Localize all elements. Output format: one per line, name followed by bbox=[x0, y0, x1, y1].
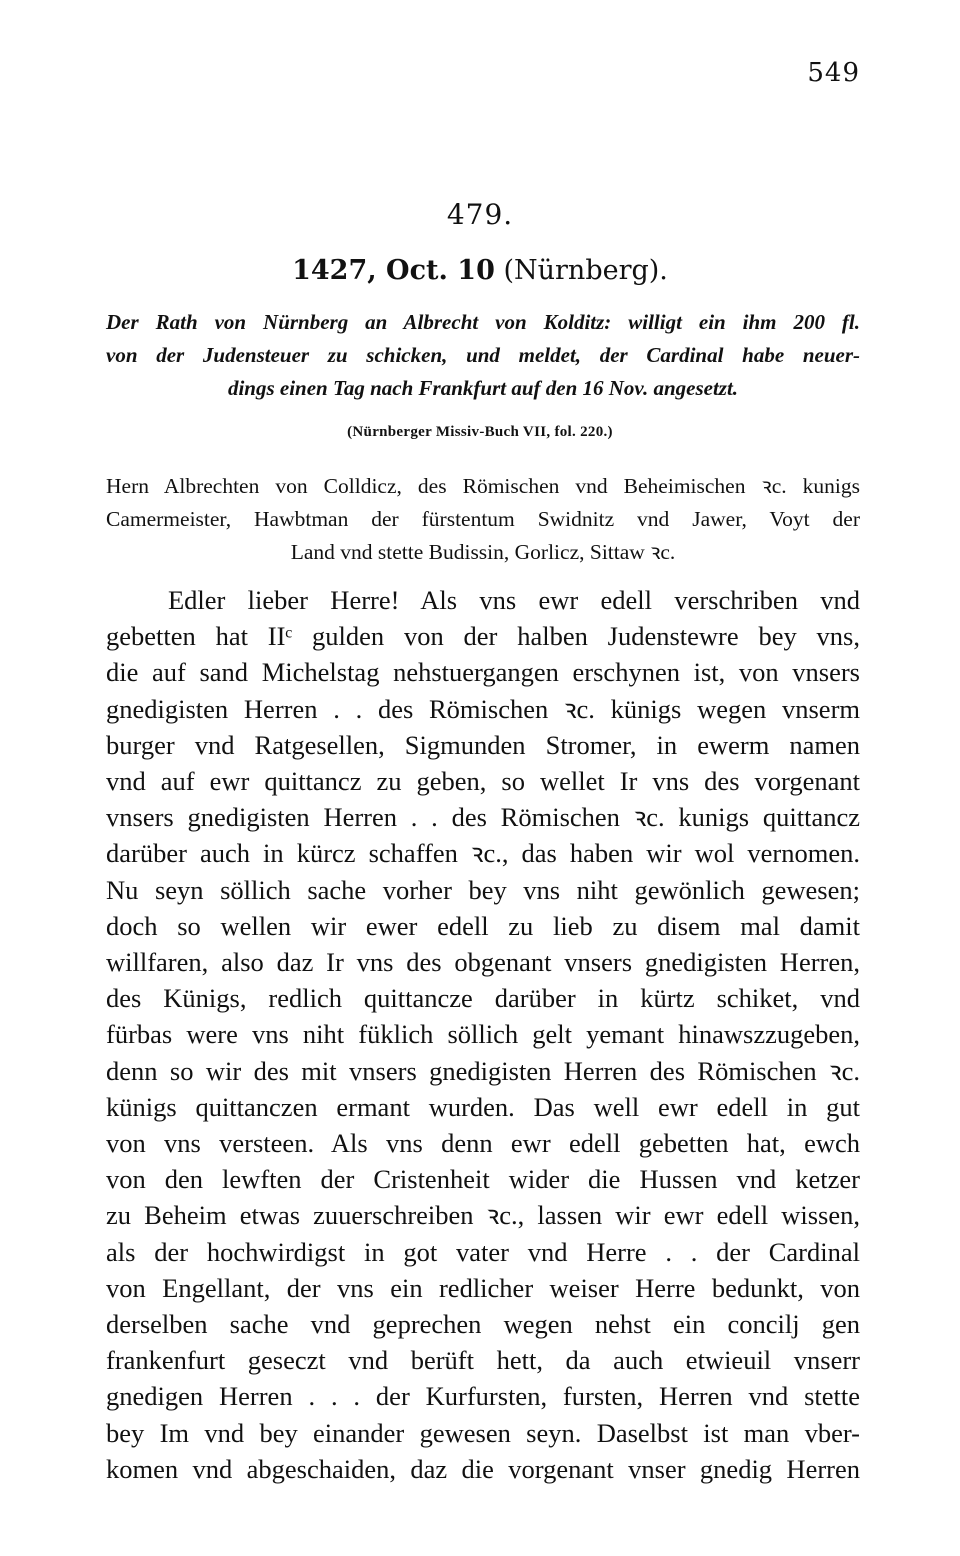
summary bbox=[106, 306, 860, 405]
body-line: gnedigisten Herren . . des Römischen ꝛc. künigs wegen vnserm bbox=[106, 693, 860, 724]
body-line: doch so wellen wir ewer edell zu lieb zu disem mal damit bbox=[106, 910, 860, 941]
body-line: vnd auf ewr quittancz zu geben, so wellet Ir vns des vorgenant bbox=[106, 766, 860, 797]
body-line: des Künigs, redlich quittancze darüber in kürtz schiket, vnd bbox=[106, 983, 860, 1014]
body-line: komen vnd abgeschaiden, daz die vorgenant vnser gnedig Herren bbox=[106, 1453, 860, 1484]
body-line: Edler lieber Herre! Als vns ewr edell verschriben vnd bbox=[168, 585, 860, 615]
body-line: burger vnd Ratgesellen, Sigmunden Stromer, in ewerm namen bbox=[106, 729, 860, 760]
body-line: von vns versteen. Als vns denn ewr edell gebetten hat, ewch bbox=[106, 1128, 860, 1159]
body-line: Nu seyn söllich sache vorher bey vns niht gewönlich gewesen; bbox=[106, 874, 860, 905]
body-line: derselben sache vnd geprechen wegen nehst ein concilj gen bbox=[106, 1309, 860, 1340]
body-line: gnedigen Herren . . . der Kurfursten, fursten, Herren vnd stette bbox=[106, 1381, 860, 1412]
date-main: 1427, Oct. 10 bbox=[292, 255, 495, 286]
body-line: bey Im vnd bey einander gewesen seyn. Daselbst ist man vber- bbox=[106, 1417, 860, 1448]
body-line: fürbas were vns niht füklich söllich gelt yemant hinawszzugeben, bbox=[106, 1019, 860, 1050]
date-heading bbox=[0, 255, 960, 286]
page-number: 549 bbox=[807, 58, 860, 88]
body-line: als der hochwirdigst in got vater vnd Herre . . der Cardinal bbox=[106, 1236, 860, 1267]
body-line: darüber auch in kürcz schaffen ꝛc., das haben wir wol vernomen. bbox=[106, 838, 860, 869]
body-line: von Engellant, der vns ein redlicher weiser Herre bedunkt, von bbox=[106, 1272, 860, 1303]
address-line: Land vnd stette Budissin, Gorlicz, Sittaw ꝛc. bbox=[290, 540, 676, 564]
body-line: willfaren, also daz Ir vns des obgenant vnsers gnedigisten Herren, bbox=[106, 947, 860, 978]
body-line: von den lewften der Cristenheit wider die Hussen vnd ketzer bbox=[106, 1164, 860, 1195]
letter-body bbox=[106, 582, 860, 1487]
summary-line: von der Judensteuer zu schicken, und meldet, der Cardinal habe neuer- bbox=[106, 343, 860, 367]
source-citation: (Nürnberger Missiv-Buch VII, fol. 220.) bbox=[347, 424, 613, 440]
address bbox=[106, 470, 860, 569]
summary-line: Der Rath von Nürnberg an Albrecht von Kolditz: willigt ein ihm 200 fl. bbox=[106, 310, 860, 334]
date-place: (Nürnberg). bbox=[503, 255, 668, 286]
address-line: Camermeister, Hawbtman der fürstentum Swidnitz vnd Jawer, Voyt der bbox=[106, 507, 860, 531]
address-line: Hern Albrechten von Colldicz, des Römischen vnd Beheimischen ꝛc. kunigs bbox=[106, 474, 860, 498]
body-line: gebetten hat IIᶜ gulden von der halben Judenstewre bey vns, bbox=[106, 621, 860, 652]
body-line: zu Beheim etwas zuuerschreiben ꝛc., lassen wir ewr edell wissen, bbox=[106, 1200, 860, 1231]
body-line: denn so wir des mit vnsers gnedigisten Herren des Römischen ꝛc. bbox=[106, 1055, 860, 1086]
body-line: künigs quittanczen ermant wurden. Das well ewr edell in gut bbox=[106, 1091, 860, 1122]
body-line: frankenfurt geseczt vnd berüft hett, da auch etwieuil vnserr bbox=[106, 1345, 860, 1376]
summary-line: dings einen Tag nach Frankfurt auf den 16 Nov. angesetzt. bbox=[227, 376, 739, 400]
document-number: 479. bbox=[446, 198, 514, 231]
body-line: vnsers gnedigisten Herren . . des Römischen ꝛc. kunigs quittancz bbox=[106, 802, 860, 833]
body-line: die auf sand Michelstag nehstuergangen erschynen ist, von vnsers bbox=[106, 657, 860, 688]
